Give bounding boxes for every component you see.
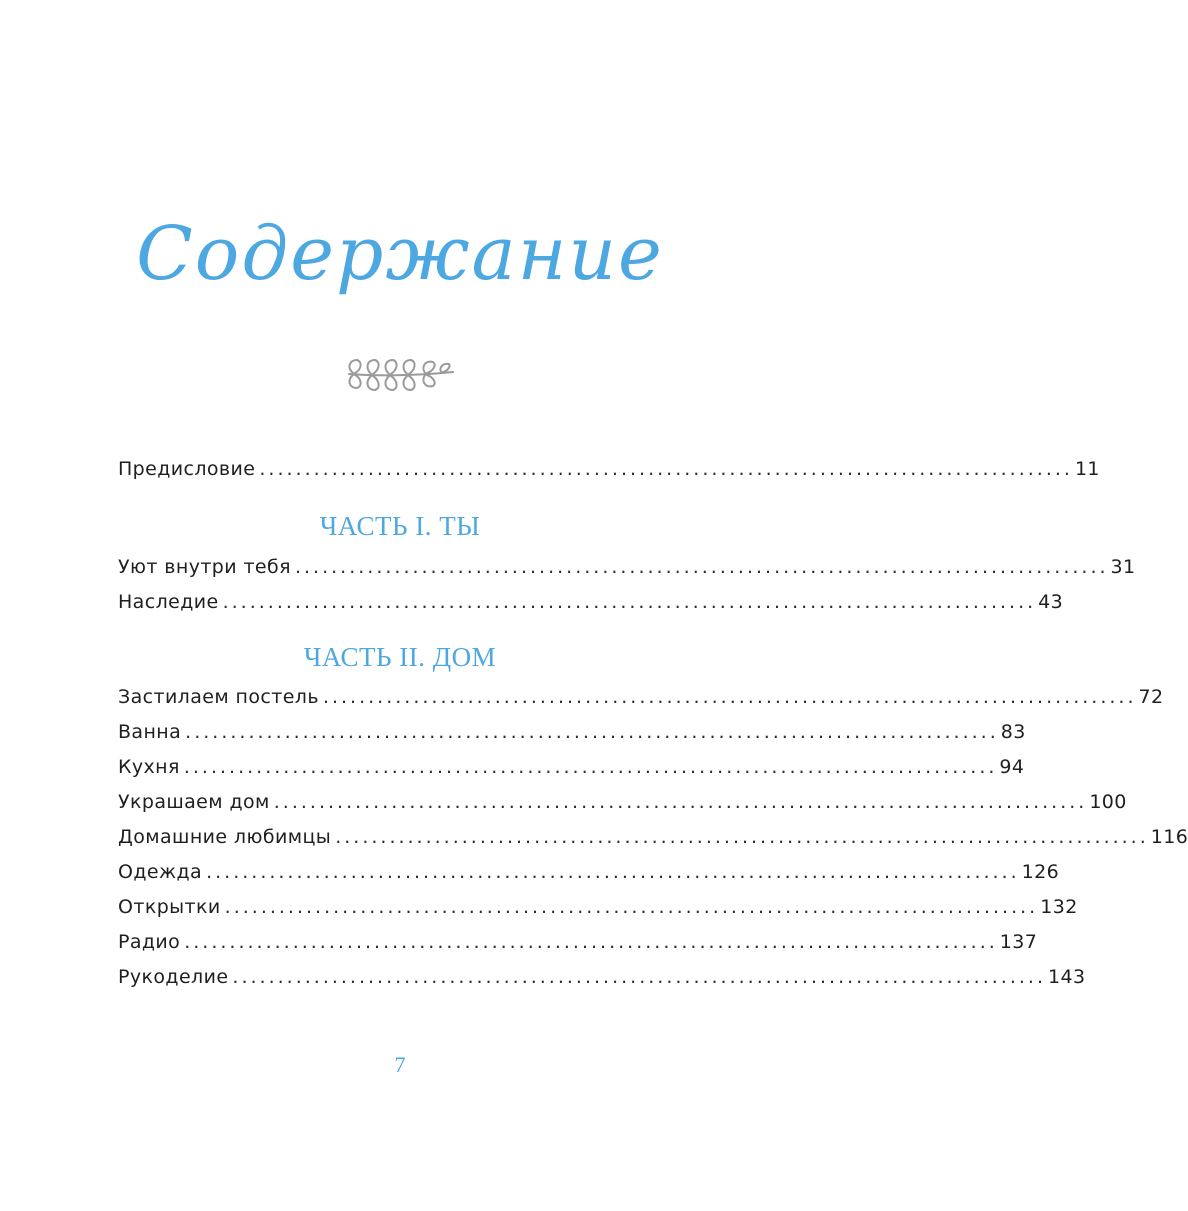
- page-number: 7: [394, 1052, 406, 1077]
- toc-entry-title: Одежда: [118, 861, 203, 883]
- toc-entry[interactable]: [118, 686, 1164, 716]
- toc-entry[interactable]: [118, 931, 1038, 961]
- dot-leader: ..........................................................................................: [206, 861, 1020, 883]
- part-heading: ЧАСТЬ II. ДОМ: [303, 642, 497, 672]
- toc-entry-title: Предисловие: [118, 458, 256, 480]
- toc-entry-page: 11: [1074, 458, 1100, 480]
- page-title: Содержание: [136, 211, 664, 297]
- toc-entry-page: 43: [1038, 591, 1064, 613]
- toc-entry-page: 94: [999, 756, 1025, 778]
- toc-entry-page: 31: [1110, 556, 1136, 578]
- toc-entry[interactable]: [118, 896, 1078, 926]
- dot-leader: ..........................................................................................: [222, 591, 1037, 613]
- toc-entry[interactable]: [118, 966, 1086, 996]
- toc-entry[interactable]: [118, 756, 1025, 786]
- toc-entry-title: Домашние любимцы: [118, 826, 332, 848]
- dot-leader: ..........................................................................................: [294, 556, 1109, 578]
- toc-entry-preface[interactable]: [118, 458, 1100, 488]
- dot-leader: ..........................................................................................: [232, 966, 1046, 988]
- laurel-branch-icon: [343, 352, 459, 396]
- toc-entry[interactable]: [118, 556, 1136, 586]
- toc-entry[interactable]: [118, 791, 1127, 821]
- toc-entry-title: Кухня: [118, 756, 180, 778]
- toc-entry-page: 143: [1047, 966, 1086, 988]
- toc-entry-page: 132: [1040, 896, 1078, 918]
- toc-entry[interactable]: [118, 861, 1060, 891]
- part-heading: ЧАСТЬ I. ТЫ: [319, 511, 481, 541]
- toc-entry-page: 126: [1021, 861, 1060, 883]
- toc-entry-title: Уют внутри тебя: [118, 556, 291, 578]
- dot-leader: ..........................................................................................: [183, 756, 998, 778]
- toc-entry-title: Радио: [118, 931, 181, 953]
- dot-leader: ..........................................................................................: [335, 826, 1149, 848]
- toc-entry-page: 72: [1138, 686, 1164, 708]
- toc-entry-page: 137: [999, 931, 1038, 953]
- toc-entry[interactable]: [118, 826, 1188, 856]
- toc-entry-title: Рукоделие: [118, 966, 229, 988]
- dot-leader: ..........................................................................................: [224, 896, 1039, 918]
- dot-leader: ..........................................................................................: [259, 458, 1073, 480]
- toc-entry-title: Наследие: [118, 591, 219, 613]
- toc-entry-title: Украшаем дом: [118, 791, 270, 813]
- toc-entry-page: 83: [1000, 721, 1026, 743]
- dot-leader: ..........................................................................................: [273, 791, 1088, 813]
- dot-leader: ..........................................................................................: [184, 931, 998, 953]
- toc-entry[interactable]: [118, 591, 1064, 621]
- toc-entry-title: Открытки: [118, 896, 221, 918]
- toc-entry-page: 116: [1150, 826, 1188, 848]
- toc-entry-page: 100: [1089, 791, 1127, 813]
- toc-entry-title: Застилаем постель: [118, 686, 319, 708]
- dot-leader: ..........................................................................................: [322, 686, 1137, 708]
- toc-entry[interactable]: [118, 721, 1026, 751]
- toc-entry-title: Ванна: [118, 721, 182, 743]
- dot-leader: ..........................................................................................: [185, 721, 999, 743]
